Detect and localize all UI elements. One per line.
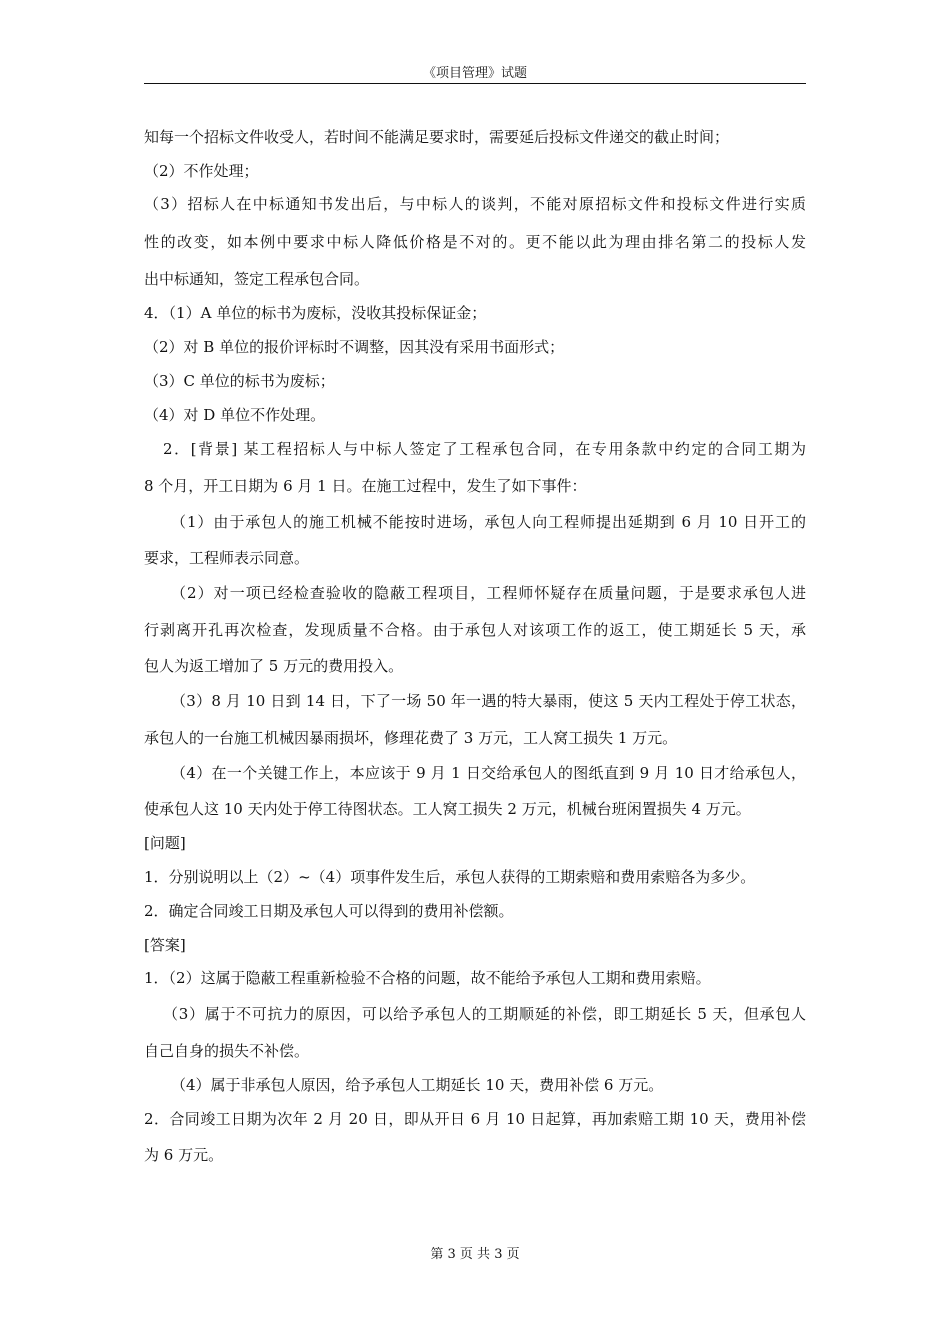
text-line: 1．分别说明以上（2）~（4）项事件发生后，承包人获得的工期索赔和费用索赔各为多少。: [144, 868, 756, 886]
text-line: 出中标通知，签定工程承包合同。: [144, 270, 370, 288]
text-line: 8 个月，开工日期为 6 月 1 日。在施工过程中，发生了如下事件：: [144, 477, 587, 495]
text-line: 为 6 万元。: [144, 1146, 224, 1164]
text-line: （3）属于不可抗力的原因，可以给予承包人的工期顺延的补偿，即工期延长 5 天，但承包人: [163, 1005, 806, 1023]
text-line: 使承包人这 10 天内处于停工待图状态。工人窝工损失 2 万元，机械台班闲置损失 4 万元。: [144, 800, 751, 818]
text-line: 4．（1）A 单位的标书为废标，没收其投标保证金；: [144, 304, 487, 322]
text-line: （3）招标人在中标通知书发出后，与中标人的谈判，不能对原招标文件和投标文件进行实质: [144, 195, 806, 213]
text-line: 2．合同竣工日期为次年 2 月 20 日，即从开日 6 月 10 日起算，再加索赔工期 10 天，费用补偿: [144, 1110, 806, 1128]
text-line: （4）属于非承包人原因，给予承包人工期延长 10 天，费用补偿 6 万元。: [171, 1076, 664, 1094]
text-line: （2）不作处理；: [144, 162, 259, 180]
text-line: 承包人的一台施工机械因暴雨损坏，修理花费了 3 万元，工人窝工损失 1 万元。: [144, 729, 678, 747]
text-line: 1．（2）这属于隐蔽工程重新检验不合格的问题，故不能给予承包人工期和费用索赔。: [144, 969, 711, 987]
page-footer: 第 3 页 共 3 页: [430, 1247, 520, 1262]
text-line: 自己自身的损失不补偿。: [144, 1042, 310, 1060]
text-line: 要求，工程师表示同意。: [144, 549, 310, 567]
text-line: 知每一个招标文件收受人，若时间不能满足要求时，需要延后投标文件递交的截止时间；: [144, 128, 730, 146]
text-line: 2．确定合同竣工日期及承包人可以得到的费用补偿额。: [144, 902, 514, 920]
text-line: （1）由于承包人的施工机械不能按时进场，承包人向工程师提出延期到 6 月 10 日开工的: [171, 513, 806, 531]
section-heading-questions: [问题]: [144, 834, 186, 852]
text-line: （4）在一个关键工作上，本应该于 9 月 1 日交给承包人的图纸直到 9 月 10 日才给承包人，: [171, 764, 806, 782]
text-line: 2．[背景] 某工程招标人与中标人签定了工程承包合同，在专用条款中约定的合同工期为: [163, 440, 806, 458]
text-line: （3）C 单位的标书为废标；: [144, 372, 335, 390]
section-heading-answers: [答案]: [144, 936, 186, 954]
text-line: 包人为返工增加了 5 万元的费用投入。: [144, 657, 404, 675]
text-line: 性的改变，如本例中要求中标人降低价格是不对的。更不能以此为理由排名第二的投标人发: [144, 233, 806, 251]
page-header-title: 《项目管理》试题: [422, 66, 527, 81]
text-line: （2）对一项已经检查验收的隐蔽工程项目，工程师怀疑存在质量问题，于是要求承包人进: [171, 584, 806, 602]
text-line: （2）对 B 单位的报价评标时不调整，因其没有采用书面形式；: [144, 338, 565, 356]
text-line: （4）对 D 单位不作处理。: [144, 406, 326, 424]
text-line: （3）8 月 10 日到 14 日，下了一场 50 年一遇的特大暴雨，使这 5 天内工程处于停工状态，: [171, 692, 806, 710]
text-line: 行剥离开孔再次检查，发现质量不合格。由于承包人对该项工作的返工，使工期延长 5 天，承: [144, 621, 806, 639]
